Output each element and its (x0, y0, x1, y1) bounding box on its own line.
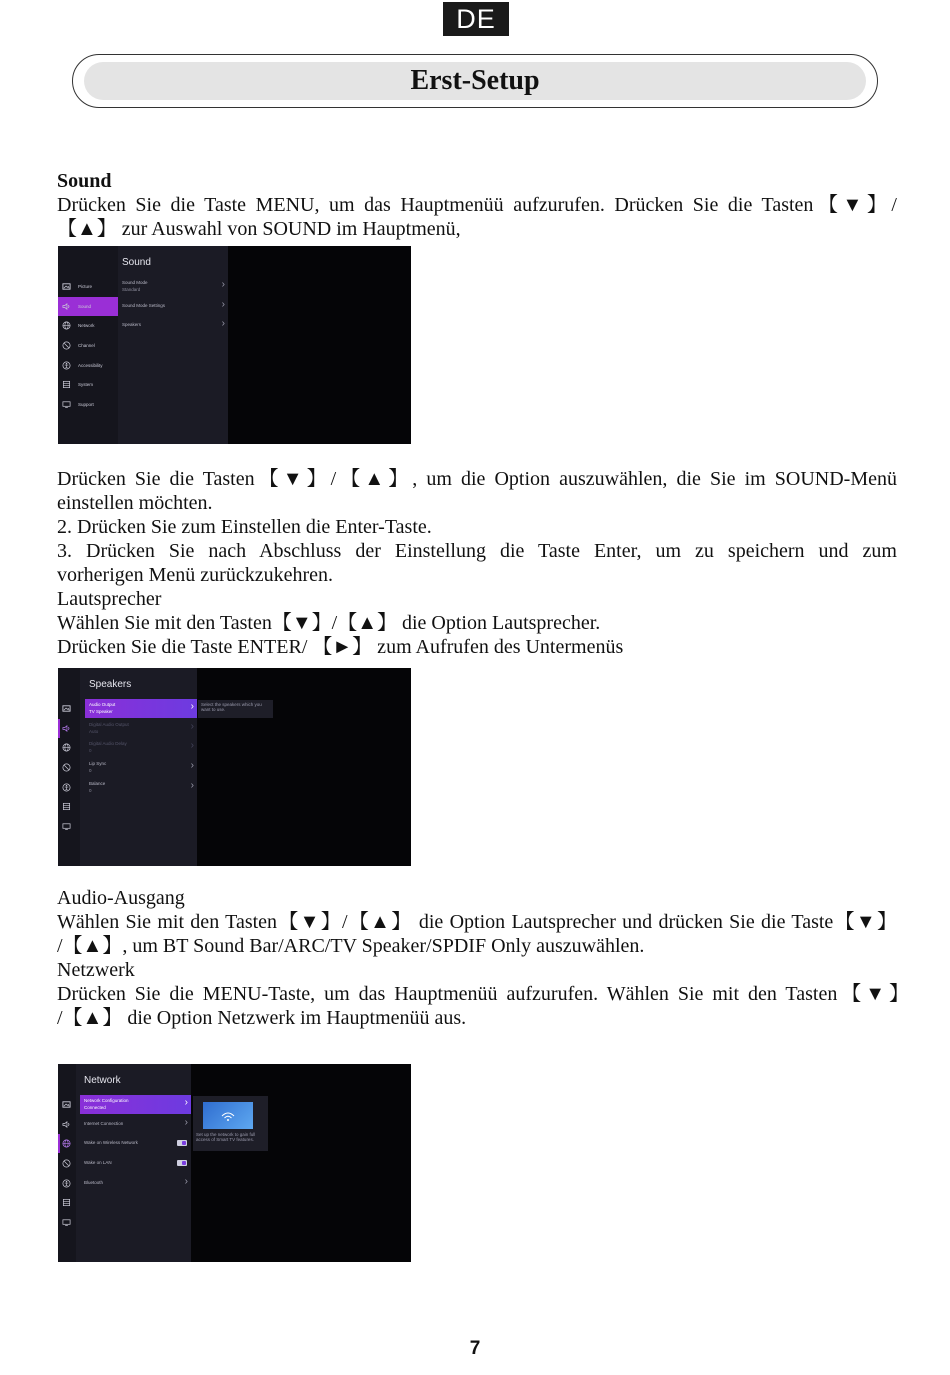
audio-heading: Audio-Ausgang (57, 887, 185, 909)
chevron-right-icon: › (221, 299, 225, 310)
menu-row-internet-connection[interactable] (80, 1115, 191, 1134)
row-label: Wake on Wireless Network (84, 1140, 138, 1145)
accessibility-icon (62, 783, 71, 792)
rail-item-picture[interactable] (58, 699, 80, 718)
row-value: 0 (89, 768, 92, 773)
speakers-heading: Lautsprecher (57, 588, 162, 610)
page-number: 7 (469, 1338, 481, 1359)
channel-icon (62, 341, 71, 350)
menu-row-wake-on-wireless[interactable] (80, 1134, 191, 1153)
menu-row-network-configuration[interactable] (80, 1095, 191, 1114)
panel-title: Sound (122, 257, 151, 268)
system-icon (62, 802, 71, 811)
instruction-line-2: 2. Drücken Sie zum Einstellen die Enter-Taste. (57, 516, 432, 538)
row-label: Internet Connection (84, 1121, 124, 1126)
row-value: 0 (89, 788, 92, 793)
chevron-right-icon: › (184, 1097, 188, 1108)
menu-row-bluetooth[interactable] (80, 1174, 191, 1193)
network-heading: Netzwerk (57, 959, 135, 981)
row-label: Audio Output (89, 702, 116, 707)
language-badge: DE (443, 2, 509, 36)
rail-label: Sound (78, 304, 92, 309)
accessibility-icon (62, 1179, 71, 1188)
rail-item-support[interactable] (58, 817, 80, 836)
main-menu-rail-collapsed (58, 668, 80, 866)
panel-title: Speakers (89, 679, 132, 690)
rail-item-sound[interactable] (58, 719, 80, 738)
row-label: Bluetooth (84, 1180, 104, 1185)
rail-item-channel[interactable] (58, 1154, 76, 1173)
rail-item-system[interactable] (58, 1193, 76, 1212)
sound-submenu-panel (118, 246, 228, 444)
main-menu-rail-collapsed (58, 1064, 76, 1262)
row-label: Network Configuration (84, 1098, 129, 1103)
wake-on-wireless-toggle[interactable] (177, 1140, 187, 1146)
speakers-line-2: Drücken Sie die Taste ENTER/ 【►】 zum Aufrufen des Untermenüs (57, 636, 624, 658)
rail-item-channel[interactable] (58, 758, 80, 777)
row-label: Balance (89, 781, 106, 786)
row-value: 0 (89, 748, 92, 753)
speakers-line-1: Wählen Sie mit den Tasten【▼】/【▲】 die Option Lautsprecher. (57, 612, 601, 634)
sound-icon (62, 1120, 71, 1129)
channel-icon (62, 1159, 71, 1168)
rail-item-sound[interactable] (58, 1115, 76, 1134)
rail-label: Support (78, 402, 94, 407)
row-label: Digital Audio Output (89, 722, 129, 727)
audio-line-1: Wählen Sie mit den Tasten【▼】/【▲】 die Option Lautsprecher und drücken Sie die Taste【▼】 (57, 911, 897, 933)
menu-row-speakers[interactable] (118, 316, 228, 335)
sound-icon (62, 724, 71, 733)
wake-on-lan-toggle[interactable] (177, 1160, 187, 1166)
rail-label: Picture (78, 284, 93, 289)
rail-item-support[interactable] (58, 395, 118, 414)
row-label: Sound Mode Settings (122, 303, 166, 308)
sound-heading: Sound (57, 170, 112, 192)
rail-item-accessibility[interactable] (58, 356, 118, 375)
sound-menu-screenshot (58, 246, 411, 444)
picture-icon (62, 1100, 71, 1109)
picture-icon (62, 704, 71, 713)
main-menu-rail (58, 246, 118, 444)
row-value: Auto (89, 729, 99, 734)
menu-row-balance[interactable] (85, 778, 197, 797)
rail-item-picture[interactable] (58, 277, 118, 296)
network-menu-screenshot (58, 1064, 411, 1262)
support-icon (62, 400, 71, 409)
row-label: Sound Mode (122, 280, 148, 285)
instruction-line-1: Drücken Sie die Tasten【▼】/【▲】, um die Option auszuwählen, die Sie im SOUND-Menü (57, 468, 897, 490)
row-label: Wake on LAN (84, 1160, 112, 1165)
chevron-right-icon: › (221, 318, 225, 329)
chevron-right-icon: › (190, 701, 194, 712)
rail-label: Network (78, 323, 95, 328)
instruction-line-1b: einstellen möchten. (57, 492, 213, 514)
instruction-line-3: 3. Drücken Sie nach Abschluss der Einstellung die Taste Enter, um zu speichern und zum (57, 540, 897, 562)
support-icon (62, 822, 71, 831)
rail-item-network[interactable] (58, 316, 118, 335)
menu-row-digital-audio-delay[interactable] (85, 738, 197, 757)
sound-icon (62, 302, 71, 311)
menu-row-sound-mode-settings[interactable] (118, 297, 228, 316)
chevron-right-icon: › (190, 760, 194, 771)
chevron-right-icon: › (190, 780, 194, 791)
chevron-right-icon: › (184, 1176, 188, 1187)
menu-row-sound-mode[interactable] (118, 277, 228, 296)
row-value: Standard (122, 287, 141, 292)
speakers-menu-screenshot (58, 668, 411, 866)
chevron-right-icon: › (190, 721, 194, 732)
globe-icon (62, 1139, 71, 1148)
network-line-1: Drücken Sie die MENU-Taste, um das Hauptmenüü aufzurufen. Wählen Sie mit den Tasten【▼】 (57, 983, 909, 1005)
support-icon (62, 1218, 71, 1227)
row-label: Lip Sync (89, 761, 107, 766)
row-label: Speakers (122, 322, 142, 327)
chevron-right-icon: › (221, 279, 225, 290)
picture-icon (62, 282, 71, 291)
rail-label: Accessibility (78, 363, 103, 368)
rail-item-system[interactable] (58, 797, 80, 816)
chevron-right-icon: › (190, 740, 194, 751)
audio-line-2: /【▲】, um BT Sound Bar/ARC/TV Speaker/SPDIF Only auszuwählen. (57, 935, 645, 957)
network-submenu-panel (76, 1064, 191, 1262)
rail-item-network[interactable] (58, 738, 80, 757)
globe-icon (62, 321, 71, 330)
sound-paragraph-line-2: 【▲】 zur Auswahl von SOUND im Hauptmenü, (57, 218, 461, 240)
instruction-line-3b: vorherigen Menü zurückzukehren. (57, 564, 333, 586)
sound-paragraph-line-1: Drücken Sie die Taste MENU, um das Hauptmenüü aufzurufen. Drücken Sie die Tasten【▼】/ (57, 194, 897, 216)
network-illustration (203, 1102, 253, 1129)
rail-item-network[interactable] (58, 1134, 76, 1153)
rail-item-accessibility[interactable] (58, 1174, 76, 1193)
menu-row-wake-on-lan[interactable] (80, 1154, 191, 1173)
speakers-submenu-panel (80, 668, 197, 866)
row-label: Digital Audio Delay (89, 741, 127, 746)
globe-icon (62, 743, 71, 752)
menu-row-lip-sync[interactable] (85, 758, 197, 777)
rail-item-channel[interactable] (58, 336, 118, 355)
rail-item-support[interactable] (58, 1213, 76, 1232)
rail-item-system[interactable] (58, 375, 118, 394)
rail-label: Channel (78, 343, 95, 348)
page-title: Erst-Setup (410, 65, 540, 96)
rail-label: System (78, 382, 94, 387)
rail-item-accessibility[interactable] (58, 778, 80, 797)
rail-item-picture[interactable] (58, 1095, 76, 1114)
network-line-2: /【▲】 die Option Netzwerk im Hauptmenüü aus. (57, 1007, 467, 1029)
accessibility-icon (62, 361, 71, 370)
rail-item-sound[interactable] (58, 297, 118, 316)
row-value: Connected (84, 1105, 106, 1110)
network-hint-box (193, 1096, 268, 1151)
system-icon (62, 1198, 71, 1207)
row-value: TV Speaker (89, 709, 113, 714)
menu-row-audio-output[interactable] (85, 699, 197, 718)
panel-title: Network (84, 1075, 121, 1086)
menu-row-digital-audio-output[interactable] (85, 719, 197, 738)
system-icon (62, 380, 71, 389)
chevron-right-icon: › (184, 1117, 188, 1128)
hint-text: Set up the network to gain full access of Smart TV features. (196, 1132, 256, 1142)
wifi-icon (203, 1102, 253, 1129)
channel-icon (62, 763, 71, 772)
speakers-hint-box: Select the speakers which you want to use. (198, 700, 273, 718)
